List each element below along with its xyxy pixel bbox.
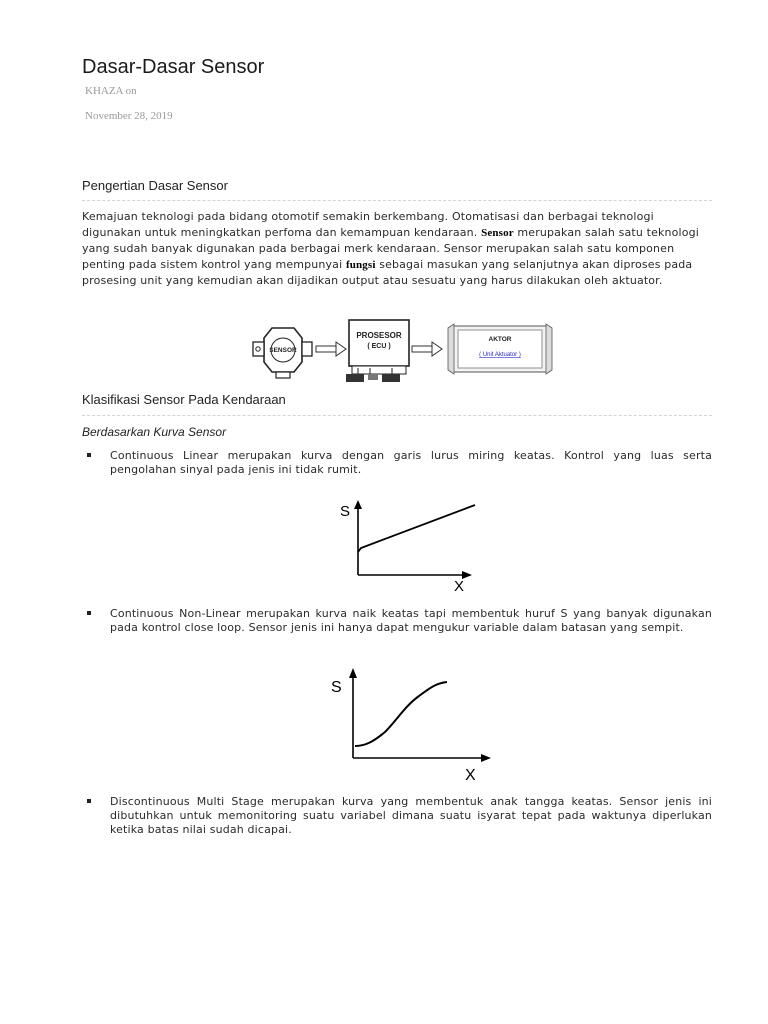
section-divider [82, 200, 712, 201]
section-divider [82, 415, 712, 416]
bullet-text: Continuous Linear merupakan kurva dengan garis lurus miring keatas. Kontrol yang luas serta pengolahan sinyal pada jenis ini tidak rumit. [110, 449, 712, 476]
sensor-label: SENSOR [269, 347, 297, 354]
linear-curve [358, 505, 475, 552]
intro-paragraph [82, 209, 712, 289]
paragraph-text: sebagai masukan yang selanjutnya akan diproses pada prosesing unit yang kemudian akan dijadikan output atau sesuatu yang harus dilakukan oleh aktuator. [82, 257, 693, 288]
bullet-icon [87, 453, 91, 457]
linear-curve-graph [330, 495, 490, 595]
y-axis-label: S [331, 679, 342, 696]
list-item [87, 449, 712, 477]
sensor-ecu-actuator-diagram [250, 316, 560, 388]
y-axis-arrow-icon [354, 500, 362, 509]
x-axis-label: X [465, 767, 476, 784]
paragraph-text: merupakan salah satu teknologi yang sudah banyak digunakan pada berbagai merk kendaraan. Sensor merupakan salah satu komponen penting pada sistem kontrol yang mempunyai [82, 225, 699, 271]
actuator-box [448, 324, 552, 374]
y-axis-label: S [340, 503, 351, 520]
bullet-text: Continuous Non-Linear merupakan kurva naik keatas tapi membentuk huruf S yang banyak digunakan pada kontrol close loop. Sensor jenis ini hanya dapat mengukur variable dalam batasan yang sempit. [110, 607, 712, 634]
y-axis-arrow-icon [349, 668, 357, 678]
x-axis-arrow-icon [481, 754, 491, 762]
post-date: November 28, 2019 [85, 110, 173, 122]
bullet-icon [87, 611, 91, 615]
term-fungsi: fungsi [345, 258, 376, 271]
s-curve [355, 682, 447, 746]
paragraph-text: Kemajuan teknologi pada bidang otomotif semakin berkembang. Otomatisasi dan berbagai teknologi digunakan untuk meningkatkan perfoma dan kemampuan kendaraan. [82, 210, 654, 239]
sensor-device-icon [253, 328, 312, 378]
x-axis-label: X [454, 578, 465, 595]
arrow-icon [316, 342, 346, 356]
list-item [87, 607, 712, 635]
ecu-label: ( ECU ) [367, 343, 391, 350]
author-byline: KHAZA on [85, 85, 137, 97]
list-item [87, 795, 712, 837]
actor-label: AKTOR [488, 336, 512, 343]
section-heading-klasifikasi: Klasifikasi Sensor Pada Kendaraan [82, 392, 286, 407]
page-title: Dasar-Dasar Sensor [82, 56, 265, 78]
subheading-kurva-sensor: Berdasarkan Kurva Sensor [82, 425, 227, 439]
processor-label: PROSESOR [356, 331, 402, 340]
nonlinear-curve-graph [325, 662, 500, 784]
actuator-sublabel: ( Unit Aktuator ) [479, 352, 521, 358]
section-heading-pengertian: Pengertian Dasar Sensor [82, 178, 228, 193]
bullet-icon [87, 799, 91, 803]
term-sensor: Sensor [481, 226, 514, 239]
ecu-processor-box [346, 320, 409, 382]
arrow-icon [412, 342, 442, 356]
bullet-text: Discontinuous Multi Stage merupakan kurva yang membentuk anak tangga keatas. Sensor jenis ini dibutuhkan untuk memonitoring suatu variabel dimana suatu isyarat tepat pada waktunya diperlukan ketika batas nilai sudah dicapai. [110, 795, 712, 836]
